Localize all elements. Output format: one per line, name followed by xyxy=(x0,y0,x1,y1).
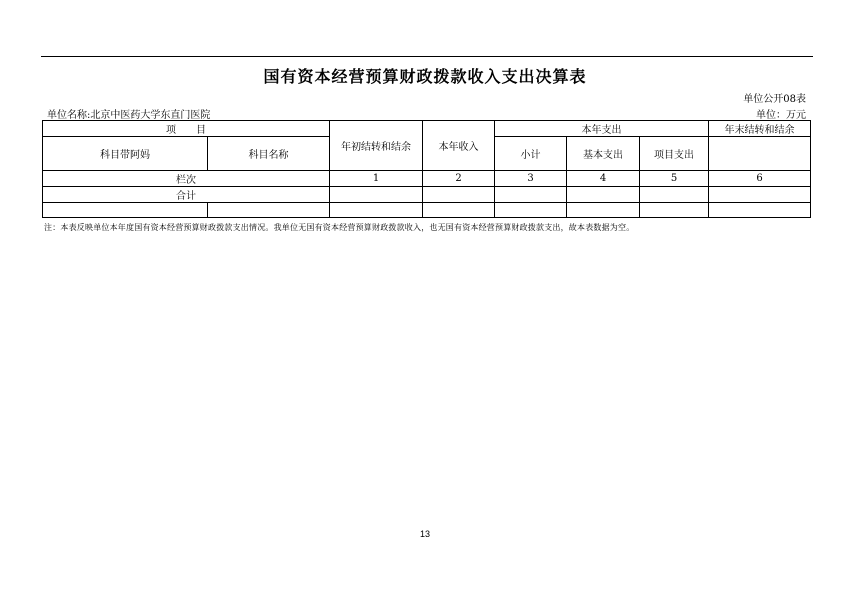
header-begin-balance: 年初结转和结余 xyxy=(330,121,423,171)
empty-cell xyxy=(640,203,709,218)
total-cell xyxy=(709,187,811,203)
total-cell xyxy=(330,187,423,203)
total-label: 合计 xyxy=(43,187,330,203)
header-basic-expense: 基本支出 xyxy=(567,137,640,171)
header-row-1 xyxy=(43,121,811,137)
header-item: 项 目 xyxy=(43,121,330,137)
unit-of-money: 单位：万元 xyxy=(756,110,806,121)
column-number: 5 xyxy=(640,171,709,187)
empty-cell xyxy=(423,203,495,218)
total-cell xyxy=(640,187,709,203)
table-note: 注：本表反映单位本年度国有资本经营预算财政拨款支出情况。我单位无国有资本经营预算财政拨款收入，也无国有资本经营预算财政拨款支出，故本表数据为空。 xyxy=(44,223,635,232)
column-number: 2 xyxy=(423,171,495,187)
header-subtotal: 小计 xyxy=(495,137,567,171)
header-subject-name: 科目名称 xyxy=(208,137,330,171)
column-number: 6 xyxy=(709,171,811,187)
page-number: 13 xyxy=(419,529,430,539)
empty-cell xyxy=(43,203,208,218)
column-number: 1 xyxy=(330,171,423,187)
page-title: 国有资本经营预算财政拨款收入支出决算表 xyxy=(263,67,587,86)
column-number-label: 栏次 xyxy=(43,171,330,187)
unit-name: 单位名称:北京中医药大学东直门医院 xyxy=(47,110,211,121)
total-row xyxy=(43,187,811,203)
header-current-income: 本年收入 xyxy=(423,121,495,171)
header-end-balance: 年末结转和结余 xyxy=(709,121,811,137)
form-number: 单位公开08表 xyxy=(743,94,806,105)
empty-cell xyxy=(709,203,811,218)
budget-table xyxy=(42,120,811,218)
header-current-expense: 本年支出 xyxy=(495,121,709,137)
empty-row xyxy=(43,203,811,218)
empty-cell xyxy=(330,203,423,218)
column-number: 3 xyxy=(495,171,567,187)
column-number-row xyxy=(43,171,811,187)
top-rule xyxy=(41,56,813,57)
empty-cell xyxy=(495,203,567,218)
header-project-expense: 项目支出 xyxy=(640,137,709,171)
total-cell xyxy=(567,187,640,203)
column-number: 4 xyxy=(567,171,640,187)
header-subject-code: 科目带阿妈 xyxy=(43,137,208,171)
empty-cell xyxy=(208,203,330,218)
empty-cell xyxy=(567,203,640,218)
total-cell xyxy=(423,187,495,203)
header-end-balance-blank xyxy=(709,137,811,171)
total-cell xyxy=(495,187,567,203)
